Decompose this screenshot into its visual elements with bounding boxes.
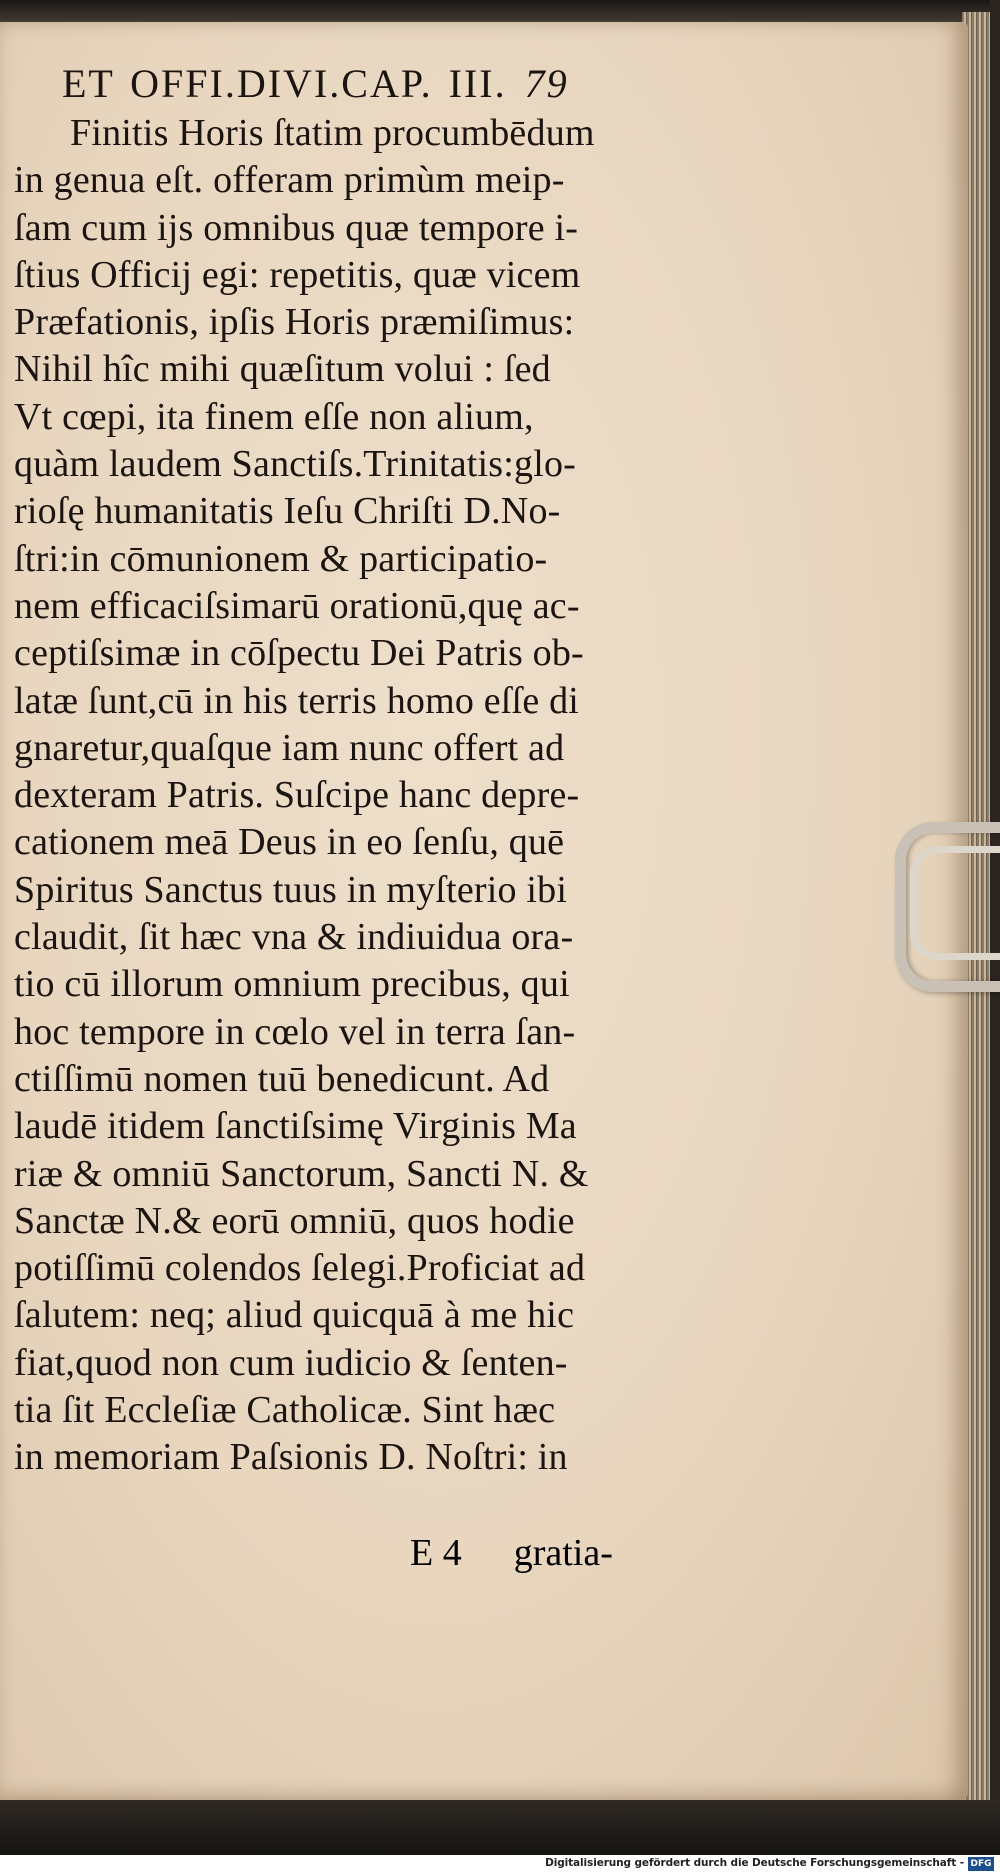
text-line: Nihil hîc mihi quæſitum volui : ſed (14, 348, 551, 391)
body-text (14, 110, 704, 1482)
credit-text: Digitalisierung gefördert durch die Deutsche Forschungsgemeinschaft - (545, 1857, 964, 1869)
catchline (410, 1530, 613, 1577)
text-line: Præfationis, ipſis Horis præmiſimus: (14, 301, 575, 344)
text-line: riæ & omniū Sanctorum, Sancti N. & (14, 1152, 589, 1195)
text-line: ceptiſsimæ in cōſpectu Dei Patris ob- (14, 632, 584, 675)
text-line: hoc tempore in cœlo vel in terra ſan- (14, 1010, 576, 1053)
text-line: rioſę humanitatis Ieſu Chriſti D.No- (14, 490, 561, 533)
text-line: Spiritus Sanctus tuus in myſterio ibi (14, 868, 568, 911)
text-line: quàm laudem Sanctiſs.Trinitatis:glo- (14, 443, 577, 486)
text-line: laudē itidem ſanctiſsimę Virginis Ma (14, 1105, 577, 1148)
text-line: potiſſimū colendos ſelegi.Proficiat ad (14, 1247, 586, 1290)
page-number: 79 (524, 61, 569, 106)
text-line: claudit, ſit hæc vna & indiuidua ora- (14, 916, 574, 959)
text-line: in genua eſt. offeram primùm meip- (14, 159, 565, 202)
text-line: cationem meā Deus in eo ſenſu, quē (14, 821, 565, 864)
text-block (14, 58, 704, 1482)
text-line: in memoriam Paſsionis D. Noſtri: in (14, 1436, 568, 1479)
running-head: ET OFFI.DIVI.CAP. III. (62, 61, 507, 106)
text-line: tio cū illorum omnium precibus, qui (14, 963, 570, 1006)
text-line: gnaretur,quaſque iam nunc offert ad (14, 726, 565, 769)
bottom-shadow (0, 1800, 1000, 1856)
text-line: ſam cum ijs omnibus quæ tempore i- (14, 206, 579, 249)
text-line: Vt cœpi, ita finem eſſe non alium, (14, 395, 534, 438)
text-line: tia ſit Eccleſiæ Catholicæ. Sint hæc (14, 1389, 556, 1432)
text-line: Sanctæ N.& eorū omniū, quos hodie (14, 1199, 575, 1242)
text-line: Finitis Horis ſtatim procumbēdum (70, 112, 595, 154)
signature-mark: E 4 (410, 1532, 462, 1574)
text-line: ſtri:in cōmunionem & participatio- (14, 537, 548, 580)
text-line: ſalutem: neq; aliud quicquā à me hic (14, 1294, 575, 1337)
paper-clip-inner (910, 846, 1000, 960)
catchword: gratia- (513, 1532, 613, 1574)
text-line: dexteram Patris. Suſcipe hanc depre- (14, 774, 580, 817)
text-line: nem efficaciſsimarū orationū,quę ac- (14, 584, 580, 627)
text-line: ctiſſimū nomen tuū benedicunt. Ad (14, 1057, 550, 1100)
text-line: ſtius Officij egi: repetitis, quæ vicem (14, 253, 581, 296)
dfg-logo: DFG (968, 1857, 994, 1871)
running-header (14, 58, 704, 110)
text-line: fiat,quod non cum iudicio & ſenten- (14, 1341, 568, 1384)
text-line: latæ ſunt,cū in his terris homo eſſe di (14, 679, 580, 722)
